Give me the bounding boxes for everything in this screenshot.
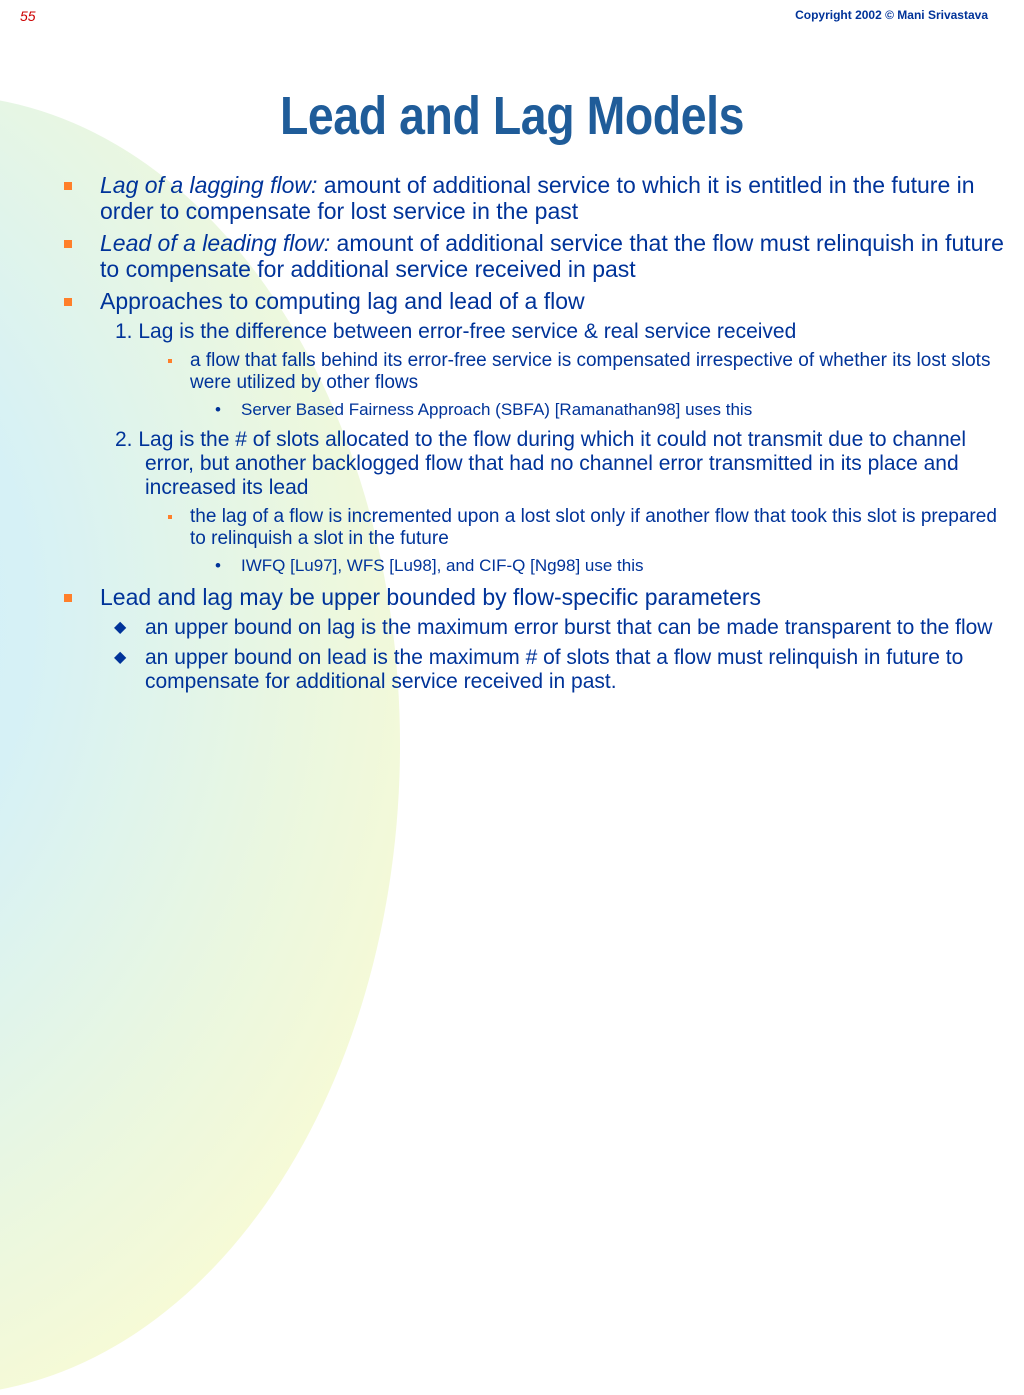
- orange-square-bullet-icon: [64, 298, 72, 306]
- sub-sub-bullet-item: [0, 556, 1024, 576]
- bullet-item-lead-definition: [0, 230, 1024, 282]
- orange-square-bullet-icon: [64, 240, 72, 248]
- diamond-bullet-item: [0, 616, 1024, 640]
- list-item-text: a flow that falls behind its error-free service is compensated irrespective of whether its lost slots were utilized by other flows: [190, 350, 991, 393]
- diamond-bullet-item: [0, 646, 1024, 694]
- diamond-bullet-icon: ◆: [114, 649, 127, 666]
- list-item-text: the lag of a flow is incremented upon a lost slot only if another flow that took this slot is prepared to relinquish a slot in the future: [190, 506, 997, 549]
- slide-title: Lead and Lag Models: [279, 86, 745, 146]
- diamond-bullet-icon: ◆: [114, 619, 127, 636]
- small-orange-square-bullet-icon: [168, 515, 172, 519]
- dot-bullet-icon: •: [215, 556, 221, 575]
- sub-bullet-item: [0, 506, 1024, 550]
- definition-lag: amount of additional service to which it is entitled in the future in order to compensate for lost service in the past: [100, 172, 975, 224]
- list-item-text: Lead and lag may be upper bounded by flow-specific parameters: [100, 584, 762, 610]
- bullet-item-lag-definition: [0, 172, 1024, 224]
- list-item-text: IWFQ [Lu97], WFS [Lu98], and CIF-Q [Ng98] use this: [241, 556, 644, 575]
- bullet-item-approaches: [0, 288, 1024, 314]
- definition-lead: amount of additional service that the flow must relinquish in future to compensate for additional service received in past: [100, 230, 1004, 282]
- list-item-text: Approaches to computing lag and lead of a flow: [100, 288, 585, 314]
- list-item-text: Server Based Fairness Approach (SBFA) [Ramanathan98] uses this: [241, 400, 753, 419]
- orange-square-bullet-icon: [64, 182, 72, 190]
- term-lead: Lead of a leading flow:: [100, 230, 331, 256]
- dot-bullet-icon: •: [215, 400, 221, 419]
- slide-number: 55: [20, 8, 36, 24]
- term-lag: Lag of a lagging flow:: [100, 172, 318, 198]
- list-item-text: an upper bound on lead is the maximum # of slots that a flow must relinquish in future to compensate for additional service received in past.: [145, 646, 964, 693]
- copyright-notice: Copyright 2002 © Mani Srivastava: [795, 8, 988, 22]
- sub-sub-bullet-item: [0, 400, 1024, 420]
- slide-body: [0, 172, 1024, 700]
- bullet-item-bounds: [0, 584, 1024, 610]
- numbered-item-2: 2. Lag is the # of slots allocated to the flow during which it could not transmit due to channel error, but another backlogged flow that had no channel error transmitted in its place and increased its lead: [115, 428, 967, 499]
- list-item-text: an upper bound on lag is the maximum error burst that can be made transparent to the flow: [145, 616, 993, 639]
- orange-square-bullet-icon: [64, 594, 72, 602]
- sub-bullet-item: [0, 350, 1024, 394]
- small-orange-square-bullet-icon: [168, 359, 172, 363]
- numbered-item-1: 1. Lag is the difference between error-free service & real service received: [115, 320, 797, 343]
